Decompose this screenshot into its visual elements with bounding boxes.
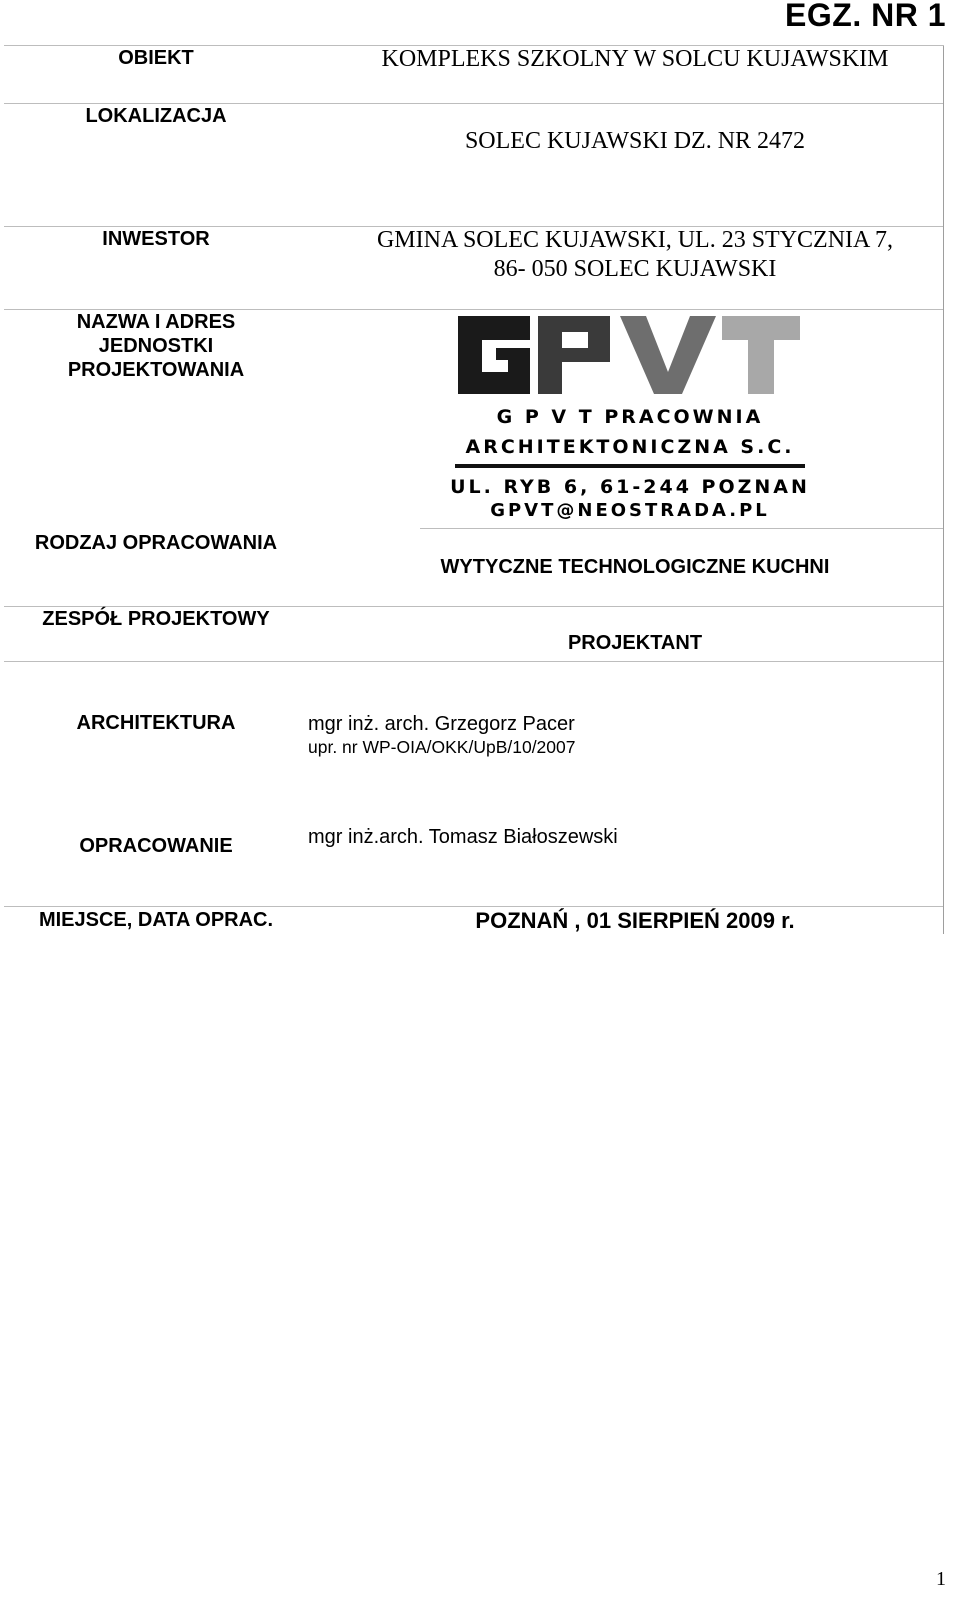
miejsce-value: POZNAŃ , 01 SIERPIEŃ 2009 r. (475, 908, 795, 933)
table-right-border (943, 46, 944, 934)
jednostka-label-line3: PROJEKTOWANIA (67, 359, 245, 381)
gpvt-logo (430, 310, 830, 521)
table-rule (4, 661, 944, 662)
gpvt-mark-icon (430, 310, 830, 400)
obiekt-label: OBIEKT (118, 47, 194, 69)
architektura-licence: upr. nr WP-OIA/OKK/UpB/10/2007 (308, 737, 576, 757)
logo-line2: ARCHITEKTONICZNA S.C. (465, 436, 795, 458)
table-rule (420, 528, 944, 529)
rodzaj-label: RODZAJ OPRACOWANIA (34, 532, 278, 554)
lokalizacja-value: SOLEC KUJAWSKI DZ. NR 2472 (464, 128, 806, 154)
architektura-label: ARCHITEKTURA (76, 712, 236, 734)
miejsce-label: MIEJSCE, DATA OPRAC. (38, 909, 274, 931)
logo-mark-text: GPVT (430, 310, 433, 311)
inwestor-value-line1: GMINA SOLEC KUJAWSKI, UL. 23 STYCZNIA 7, (376, 227, 894, 253)
jednostka-label-line1: NAZWA I ADRES (76, 311, 236, 333)
copy-number: EGZ. NR 1 (785, 0, 946, 33)
logo-email: GPVT@NEOSTRADA.PL (490, 500, 770, 521)
architektura-name: mgr inż. arch. Grzegorz Pacer (308, 713, 575, 735)
rodzaj-value: WYTYCZNE TECHNOLOGICZNE KUCHNI (440, 556, 830, 578)
opracowanie-name: mgr inż.arch. Tomasz Białoszewski (308, 826, 618, 848)
logo-line1: G P V T PRACOWNIA (496, 406, 764, 428)
zespol-value: PROJEKTANT (567, 632, 703, 654)
table-rule (4, 906, 944, 907)
logo-address: UL. RYB 6, 61-244 POZNAN (450, 476, 810, 498)
opracowanie-label: OPRACOWANIE (79, 835, 233, 857)
zespol-label: ZESPÓŁ PROJEKTOWY (42, 608, 270, 630)
logo-rule (455, 464, 805, 468)
jednostka-label-line2: JEDNOSTKI (98, 335, 214, 357)
architektura-person (308, 712, 575, 758)
obiekt-value: KOMPLEKS SZKOLNY W SOLCU KUJAWSKIM (381, 46, 889, 72)
inwestor-label: INWESTOR (102, 228, 210, 250)
lokalizacja-label: LOKALIZACJA (85, 105, 227, 127)
inwestor-value-line2: 86- 050 SOLEC KUJAWSKI (493, 256, 777, 282)
page-number: 1 (936, 1568, 946, 1590)
